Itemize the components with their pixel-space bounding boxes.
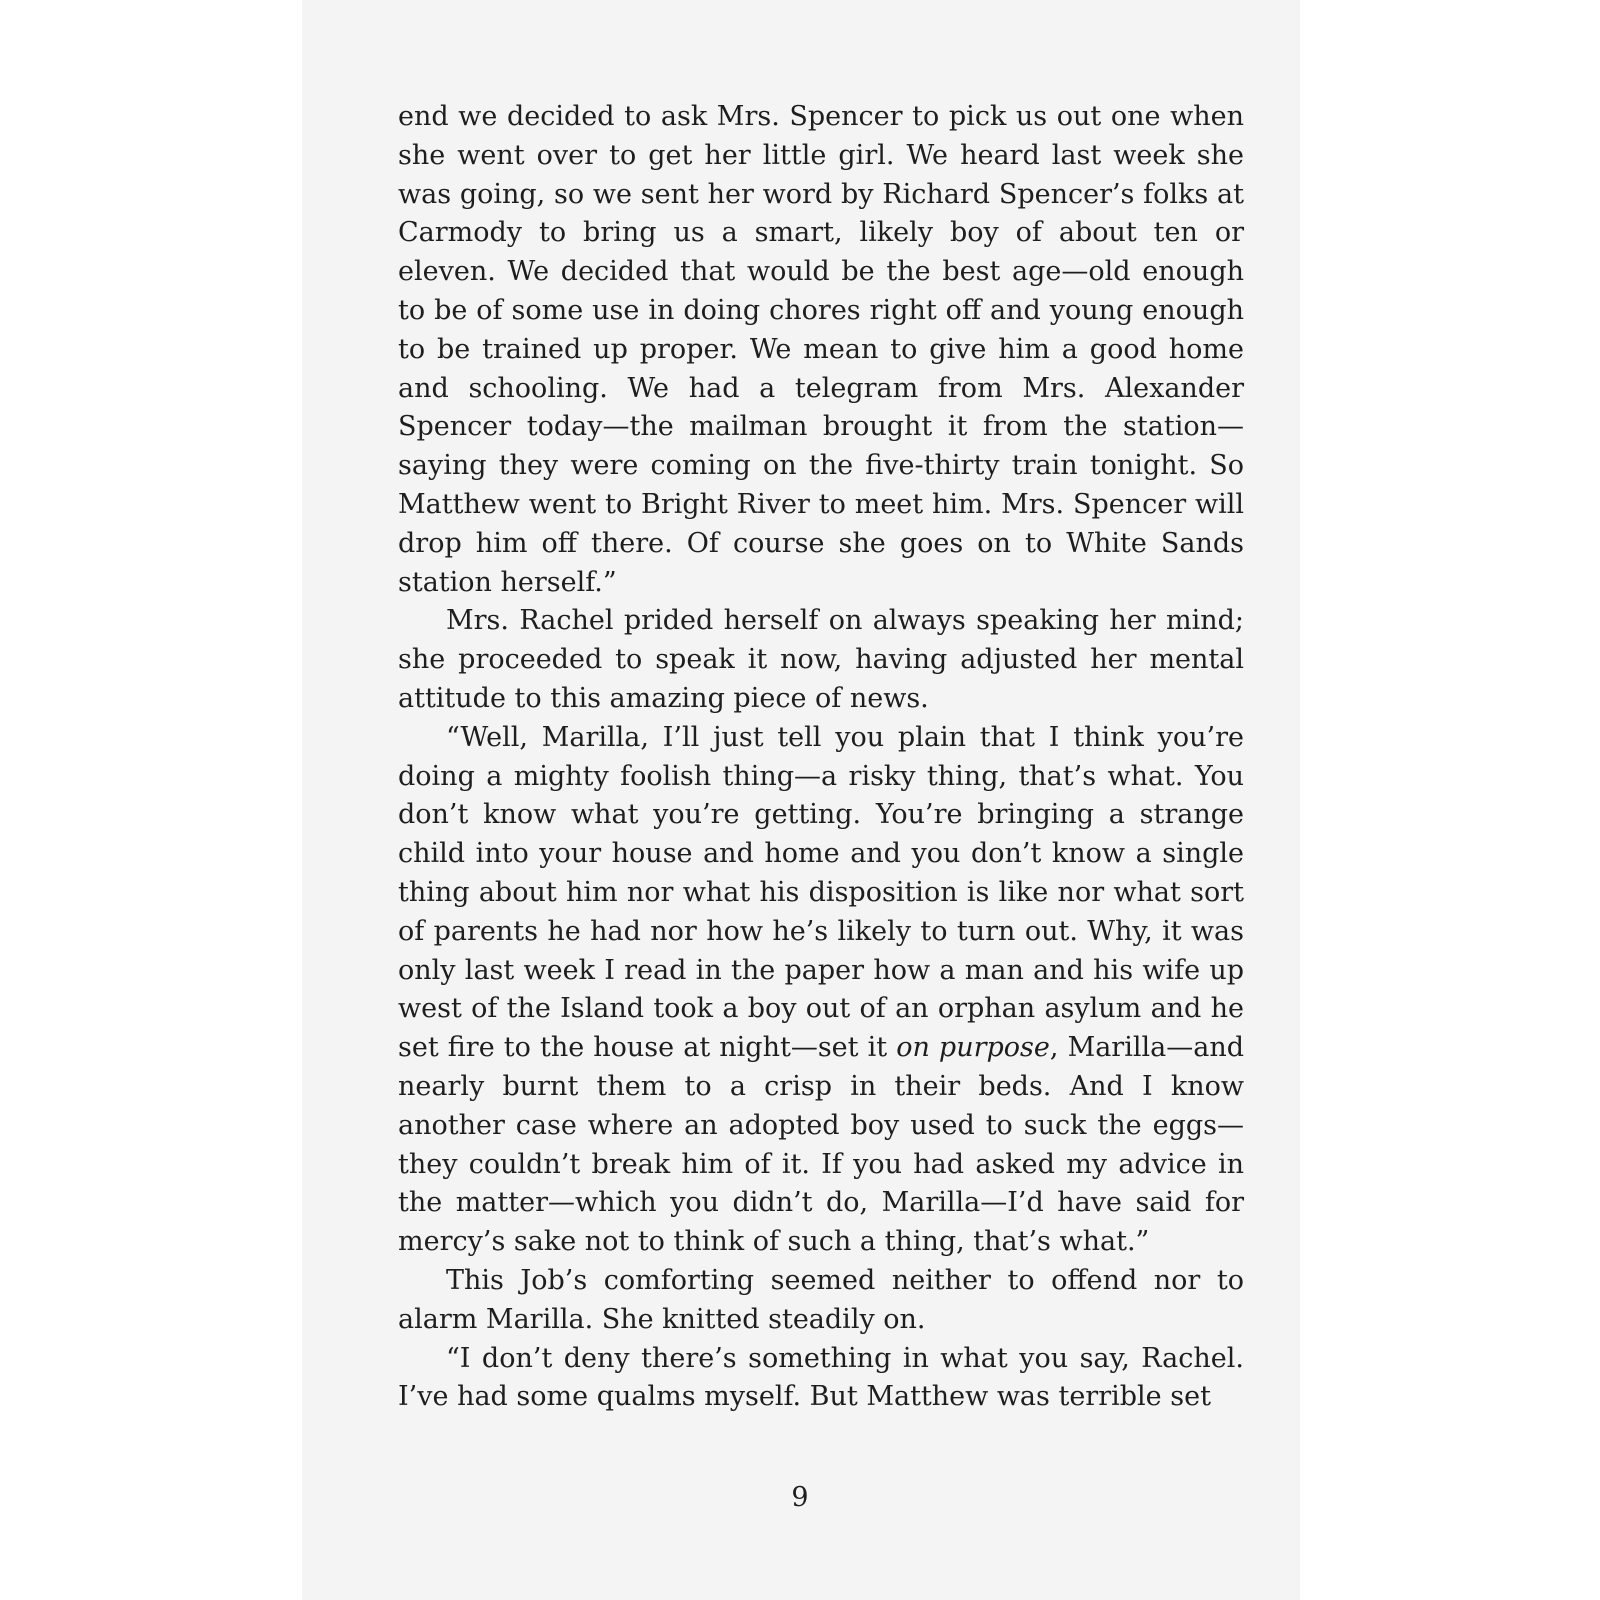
text-run: “Well, Marilla, I’ll just tell you plain that I think you’re doing a mighty foolish thing—a risky thing, that’s what. You don’t know what you’re getting. You’re bringing a strange child into your house and home and you don’t know a single thing about him nor what his disposition is like nor what sort of parents he had nor how he’s likely to turn out. Why, it was only last week I read in the paper how a man and his wife up west of the Island took a boy out of an orphan asylum and he set fire to the house at night—set it: [398, 721, 1244, 1064]
paragraph: [398, 1262, 1244, 1340]
italic-emphasis: on purpose: [896, 1032, 1050, 1064]
text-run: Mrs. Rachel prided herself on always speaking her mind; she proceeded to speak it now, having adjusted her mental attitude to this amazing piece of news.: [398, 605, 1244, 714]
text-run: “I don’t deny there’s something in what you say, Rachel. I’ve had some qualms myself. But Matthew was terrible set: [398, 1342, 1244, 1413]
text-run: end we decided to ask Mrs. Spencer to pick us out one when she went over to get her little girl. We heard last week she was going, so we sent her word by Richard Spencer’s folks at Carmody to bring us a smart, likely boy of about ten or eleven. We decided that would be the best age—old enough to be of some use in doing chores right off and young enough to be trained up proper. We mean to give him a good home and schooling. We had a telegram from Mrs. Alexander Spencer today—the mailman brought it from the station—saying they were coming on the five-thirty train tonight. So Matthew went to Bright River to meet him. Mrs. Spencer will drop him off there. Of course she goes on to White Sands station herself.”: [398, 101, 1244, 598]
paragraph: [398, 719, 1244, 1262]
paragraph: [398, 1340, 1244, 1418]
paragraph: [398, 602, 1244, 718]
text-run: , Marilla—and nearly burnt them to a crisp in their beds. And I know another case where an adopted boy used to suck the eggs—they couldn’t break him of it. If you had asked my advice in the matter—which you didn’t do, Marilla—I’d have said for mercy’s sake not to think of such a thing, that’s what.”: [398, 1032, 1244, 1258]
text-run: This Job’s comforting seemed neither to offend nor to alarm Marilla. She knitted steadily on.: [398, 1264, 1244, 1335]
body-text: [398, 98, 1244, 1417]
page-number: 9: [791, 1482, 809, 1513]
paragraph: [398, 98, 1244, 602]
